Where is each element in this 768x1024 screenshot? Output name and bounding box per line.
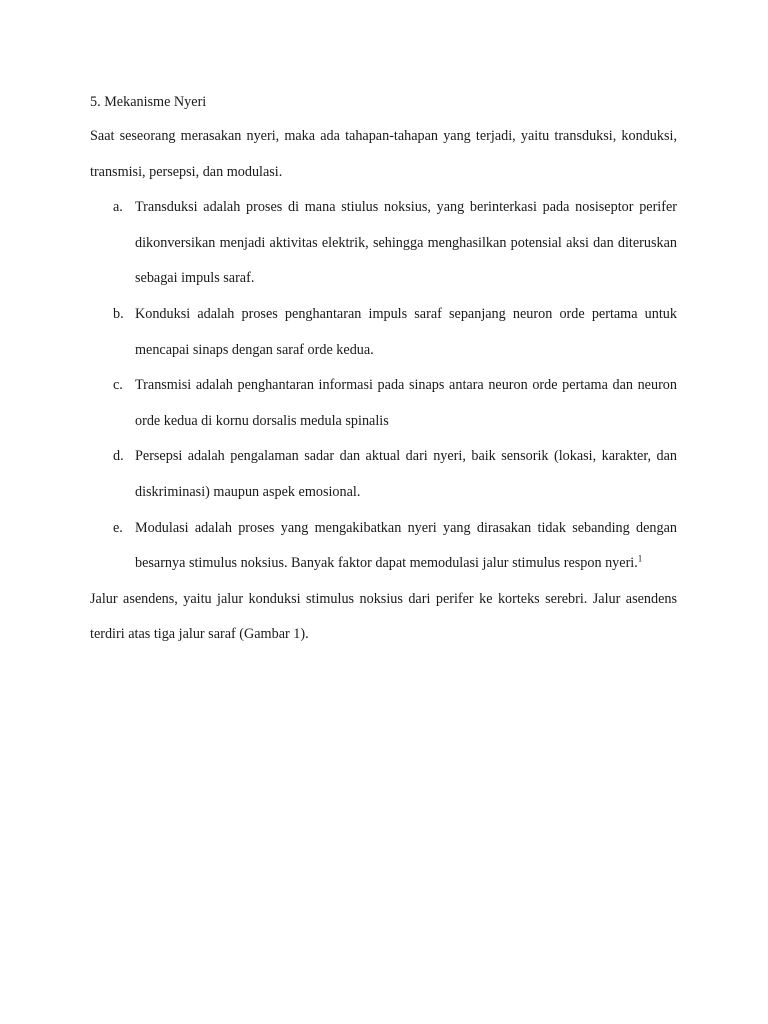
list-item-modulasi bbox=[90, 511, 677, 582]
list-item-transmisi bbox=[90, 368, 677, 439]
list-item-konduksi bbox=[90, 297, 677, 368]
list-item-persepsi bbox=[90, 439, 677, 510]
list-marker: b. bbox=[113, 305, 124, 322]
list-item-text: Modulasi adalah proses yang mengakibatkan nyeri yang dirasakan tidak sebanding dengan besarnya stimulus noksius. Banyak faktor dapat memodulasi jalur stimulus respon nyeri. bbox=[135, 519, 677, 572]
list-item-text: Konduksi adalah proses penghantaran impuls saraf sepanjang neuron orde pertama untuk mencapai sinaps dengan saraf orde kedua. bbox=[135, 305, 677, 358]
section-heading: 5. Mekanisme Nyeri bbox=[90, 94, 207, 110]
list-item-text: Transmisi adalah penghantaran informasi pada sinaps antara neuron orde pertama dan neuron orde kedua di kornu dorsalis medula spinalis bbox=[135, 377, 677, 429]
mechanism-list bbox=[90, 190, 677, 582]
footnote-reference: 1 bbox=[637, 553, 643, 564]
list-item-transduksi bbox=[90, 190, 677, 297]
list-marker: e. bbox=[113, 519, 123, 536]
list-marker: a. bbox=[113, 199, 123, 216]
list-marker: c. bbox=[113, 377, 123, 394]
closing-paragraph: Jalur asendens, yaitu jalur konduksi stimulus noksius dari perifer ke korteks serebri. Jalur asendens terdiri atas tiga jalur saraf (Gambar 1). bbox=[90, 590, 677, 643]
intro-paragraph: Saat seseorang merasakan nyeri, maka ada tahapan-tahapan yang terjadi, yaitu transduksi, konduksi, transmisi, persepsi, dan modulasi. bbox=[90, 128, 677, 180]
list-item-text: Transduksi adalah proses di mana stiulus noksius, yang berinterkasi pada nosiseptor perifer dikonversikan menjadi aktivitas elektrik, sehingga menghasilkan potensial aksi dan diteruskan sebagai impuls saraf. bbox=[135, 199, 677, 287]
list-item-text: Persepsi adalah pengalaman sadar dan aktual dari nyeri, baik sensorik (lokasi, karakter, dan diskriminasi) maupun aspek emosional. bbox=[135, 448, 677, 500]
document-page bbox=[90, 88, 677, 653]
list-marker: d. bbox=[113, 448, 124, 465]
